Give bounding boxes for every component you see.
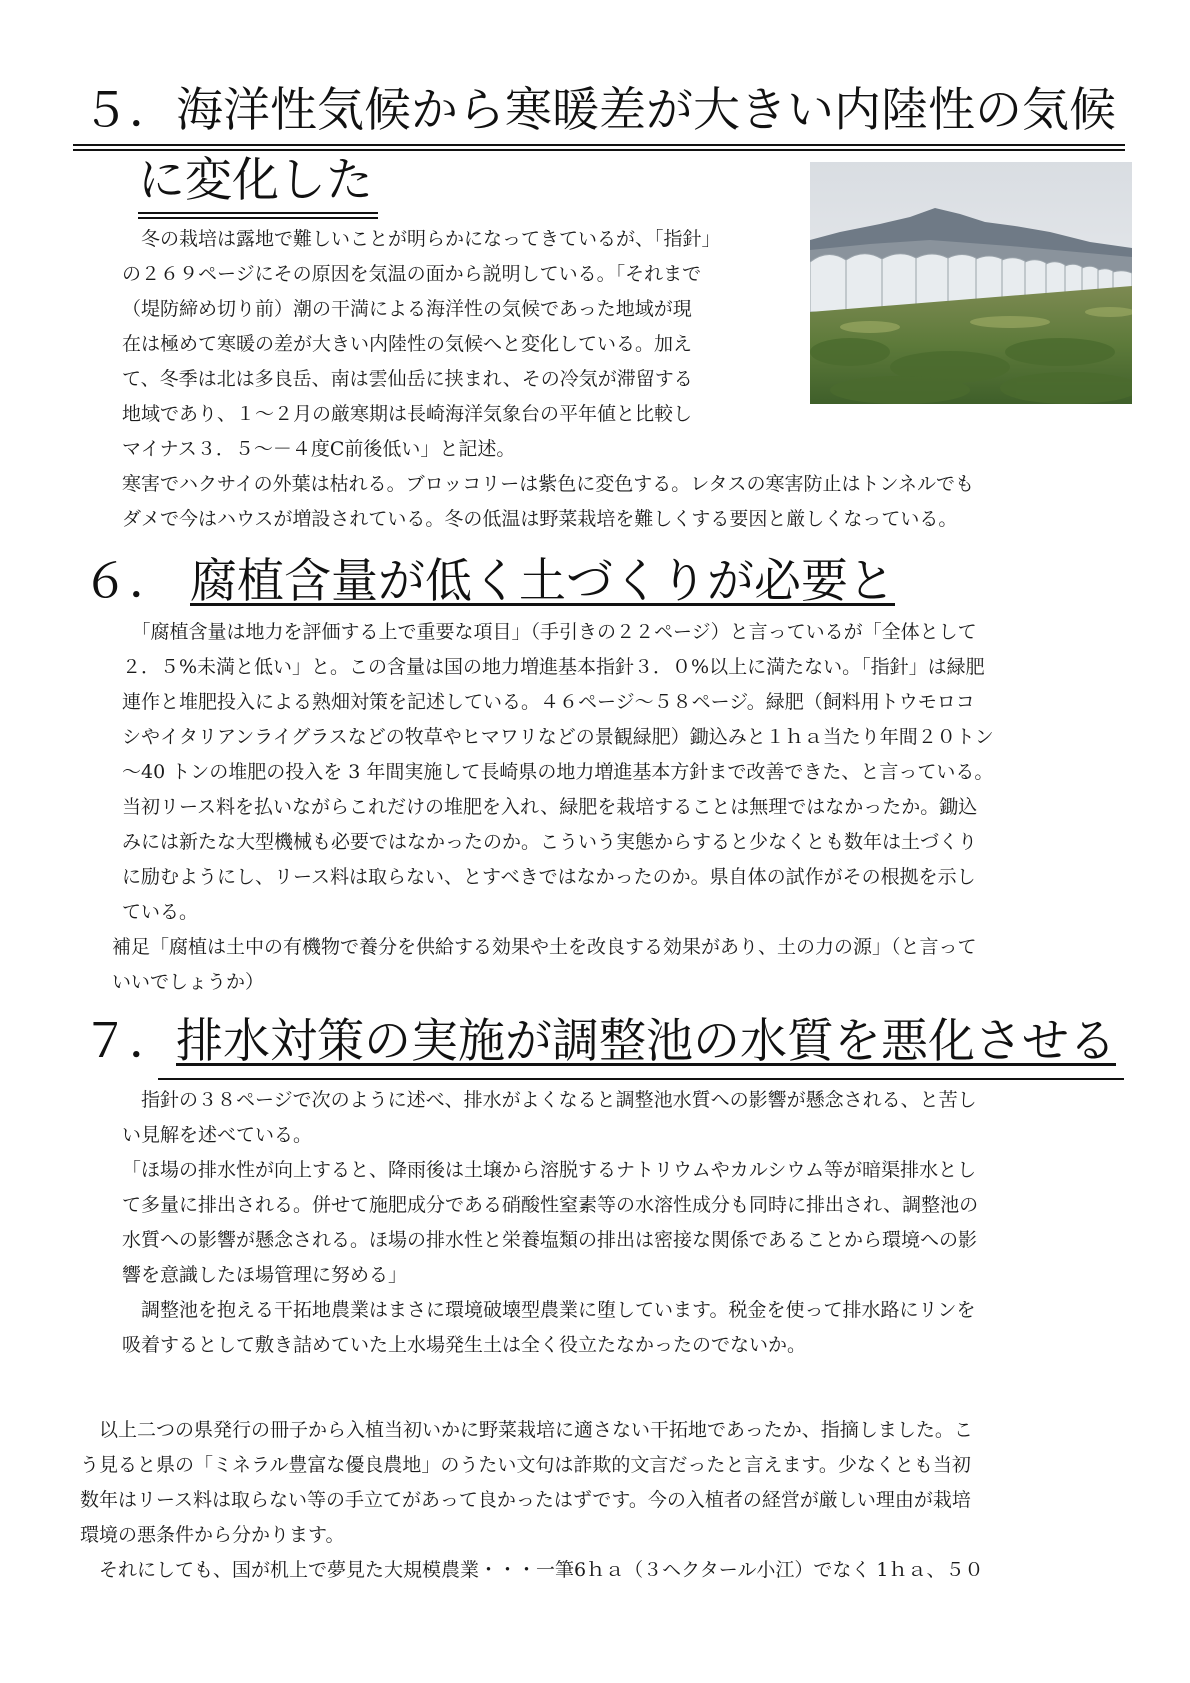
section-6-note-line-1: 補足「腐植は土中の有機物で養分を供給する効果や土を改良する効果があり、土の力の源」（と言って <box>112 936 977 958</box>
conclusion-line-5: それにしても、国が机上で夢見た大規模農業・・・一筆6ｈａ（３ヘクタール小江）でなく 1ｈａ、５０ <box>80 1559 984 1581</box>
section-6-note <box>112 930 1132 1000</box>
section-7-line-1: 指針の３８ページで次のように述べ、排水がよくなると調整池水質への影響が懸念される、と苦し <box>122 1089 977 1111</box>
greenhouse-field-photo <box>810 162 1132 404</box>
section-7-line-7: 調整池を抱える干拓地農業はまさに環境破壊型農業に堕しています。税金を使って排水路にリンを <box>122 1299 976 1321</box>
section-5-title-line2: に変化した <box>138 153 373 208</box>
section-5-body-wrap <box>122 222 802 467</box>
section-7-line-2: い見解を述べている。 <box>122 1124 313 1146</box>
section-6-line-7: みには新たな大型機械も必要ではなかったのか。こういう実態からすると少なくとも数年は土づくり <box>122 831 978 853</box>
section-6-line-3: 連作と堆肥投入による熟畑対策を記述している。４６ページ～５８ページ。緑肥（飼料用トウモロコ <box>122 691 975 713</box>
section-5-line-4: 在は極めて寒暖の差が大きい内陸性の気候へと変化している。加え <box>122 333 693 355</box>
section-5-line2-underline-bottom <box>138 217 378 219</box>
section-6-heading <box>82 553 895 611</box>
section-7-line-5: 水質への影響が懸念される。ほ場の排水性と栄養塩類の排出は密接な関係であることから環境への影 <box>122 1229 978 1251</box>
section-7-line-4: て多量に排出される。併せて施肥成分である硝酸性窒素等の水溶性成分も同時に排出され、調整池の <box>122 1194 979 1216</box>
section-7-heading <box>82 1013 1116 1071</box>
section-6-body <box>122 615 1132 930</box>
conclusion-line-3: 数年はリース料は取らない等の手立てがあって良かったはずです。今の入植者の経営が厳しい理由が栽培 <box>80 1489 971 1511</box>
section-6-note-line-2: いいでしょうか） <box>112 971 265 993</box>
section-5-heading-line2 <box>138 152 373 210</box>
conclusion-line-2: う見ると県の「ミネラル豊富な優良農地」のうたい文句は詐欺的文言だったと言えます。少なくとも当初 <box>80 1454 971 1476</box>
section-6-line-2: ２．５%未満と低い」と。この含量は国の地力増進基本指針３．０%以上に満たない。「指針」は緑肥 <box>122 656 985 678</box>
section-6-line-8: に励むようにし、リース料は取らない、とすべきではなかったのか。県自体の試作がその根拠を示し <box>122 866 976 888</box>
section-6-line-5: ～40 トンの堆肥の投入を 3 年間実施して長崎県の地力増進基本方針まで改善できた、と言っている。 <box>122 761 994 783</box>
section-7-number: ７． <box>82 1014 176 1069</box>
section-7-line-8: 吸着するとして敷き詰めていた上水場発生土は全く役立たなかったのでないか。 <box>122 1334 807 1356</box>
section-5-body-full <box>122 467 1132 537</box>
section-7-line-3: 「ほ場の排水性が向上すると、降雨後は土壌から溶脱するナトリウムやカルシウム等が暗渠排水とし <box>122 1159 977 1181</box>
section-7-line-6: 響を意識したほ場管理に努める」 <box>122 1264 408 1286</box>
section-7-title: 排水対策の実施が調整池の水質を悪化させる <box>176 1014 1116 1069</box>
conclusion-line-4: 環境の悪条件から分かります。 <box>80 1524 345 1546</box>
section-6-line-9: ている。 <box>122 901 199 923</box>
section-5-double-underline-bottom <box>73 149 1125 151</box>
greenhouse-photo-image <box>810 162 1132 404</box>
section-5-line-2: の２６９ページにその原因を気温の面から説明している。「それまで <box>122 263 702 285</box>
section-6-title: 腐植含量が低く土づくりが必要と <box>190 554 895 609</box>
section-7-underline-bottom <box>158 1078 1124 1080</box>
section-7-body <box>122 1083 1132 1363</box>
section-5-heading-line1 <box>82 82 1116 140</box>
section-6-line-1: 「腐植含量は地力を評価する上で重要な項目」（手引きの２２ページ）と言っているが「全体として <box>122 621 977 643</box>
conclusion-body <box>80 1413 1132 1588</box>
section-5-line-8: 寒害でハクサイの外葉は枯れる。ブロッコリーは紫色に変色する。レタスの寒害防止はトンネルでも <box>122 473 974 495</box>
section-6-line-4: シやイタリアンライグラスなどの牧草やヒマワリなどの景観緑肥）鋤込みと１ｈａ当たり年間２０トン <box>122 726 994 748</box>
section-5-line-7: マイナス３．５～－４度C前後低い」と記述。 <box>122 438 516 460</box>
conclusion-line-1: 以上二つの県発行の冊子から入植当初いかに野菜栽培に適さない干拓地であったか、指摘しました。こ <box>80 1419 973 1441</box>
section-6-number: ６． <box>82 554 176 609</box>
section-5-line-9: ダメで今はハウスが増設されている。冬の低温は野菜栽培を難しくする要因と厳しくなっている。 <box>122 508 958 530</box>
section-5-line-1: 冬の栽培は露地で難しいことが明らかになってきているが、「指針」 <box>122 228 721 250</box>
section-5-line-5: て、冬季は北は多良岳、南は雲仙岳に挟まれ、その冷気が滞留する <box>122 368 693 390</box>
section-5-line-6: 地域であり、１～２月の厳寒期は長崎海洋気象台の平年値と比較し <box>122 403 693 425</box>
section-5-line-3: （堤防締め切り前）潮の干満による海洋性の気候であった地域が現 <box>122 298 692 320</box>
section-5-double-underline-top <box>73 144 1125 146</box>
section-5-number: ５． <box>82 83 176 138</box>
section-5-title-line1: 海洋性気候から寒暖差が大きい内陸性の気候 <box>176 83 1116 138</box>
section-5-line2-underline-top <box>138 212 378 214</box>
section-6-line-6: 当初リース料を払いながらこれだけの堆肥を入れ、緑肥を栽培することは無理ではなかったか。鋤込 <box>122 796 978 818</box>
